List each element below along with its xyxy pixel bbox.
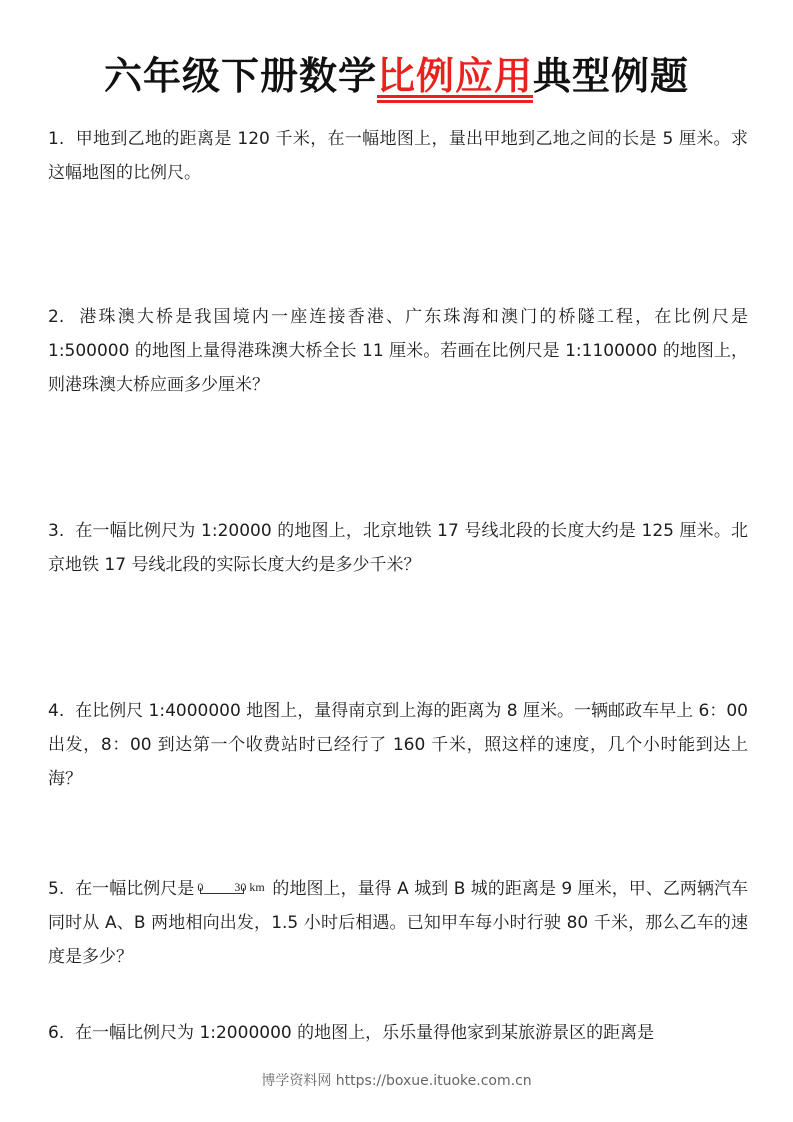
question-text: 港珠澳大桥是我国境内一座连接香港、广东珠海和澳门的桥隧工程，在比例尺是 1:500000 的地图上量得港珠澳大桥全长 11 厘米。若画在比例尺是 1:1100000 的地图上，则港珠澳大桥应画多少厘米？ — [48, 307, 748, 395]
title-suffix: 典型例题 — [533, 54, 690, 98]
question-text: 甲地到乙地的距离是 120 千米，在一幅地图上，量出甲地到乙地之间的长是 5 厘米。求这幅地图的比例尺。 — [48, 129, 748, 183]
title-prefix: 六年级下册数学 — [103, 54, 377, 98]
question-1 — [48, 122, 748, 190]
question-text-before: 在一幅比例尺是 — [75, 879, 195, 899]
question-text: 在一幅比例尺为 1:20000 的地图上，北京地铁 17 号线北段的长度大约是 125 厘米。北京地铁 17 号线北段的实际长度大约是多少千米？ — [48, 521, 748, 575]
footer-site-name: 博学资料网 — [261, 1073, 332, 1089]
question-5 — [48, 872, 748, 974]
question-number: 3. — [48, 521, 65, 541]
question-text: 在一幅比例尺为 1:2000000 的地图上，乐乐量得他家到某旅游景区的距离是 — [75, 1023, 655, 1043]
question-3 — [48, 514, 748, 582]
question-number: 6. — [48, 1023, 65, 1043]
scale-bar-graphic — [194, 874, 272, 896]
question-6 — [48, 1016, 748, 1050]
question-text-after: 的地图上，量得 A 城到 B 城的距离是 9 厘米，甲、乙两辆汽车同时从 A、B 两地相向出发，1.5 小时后相遇。已知甲车每小时行驶 80 千米，那么乙车的速度是多少？ — [48, 879, 749, 967]
scale-end-label: 30 km — [234, 880, 265, 894]
page-title — [0, 50, 793, 102]
question-4 — [48, 694, 748, 796]
footer-watermark — [0, 1070, 793, 1090]
question-number: 1. — [48, 129, 65, 149]
question-number: 4. — [48, 701, 65, 721]
question-number: 2. — [48, 307, 65, 327]
scale-start-label: 0 — [197, 880, 204, 894]
title-highlight: 比例应用 — [376, 54, 533, 98]
question-number: 5. — [48, 879, 65, 899]
question-2 — [48, 300, 748, 402]
question-text: 在比例尺 1:4000000 地图上，量得南京到上海的距离为 8 厘米。一辆邮政车早上 6：00 出发，8：00 到达第一个收费站时已经行了 160 千米，照这样的速度，几个小时能到达上海？ — [48, 701, 748, 789]
footer-url: https://boxue.ituoke.com.cn — [335, 1073, 532, 1089]
